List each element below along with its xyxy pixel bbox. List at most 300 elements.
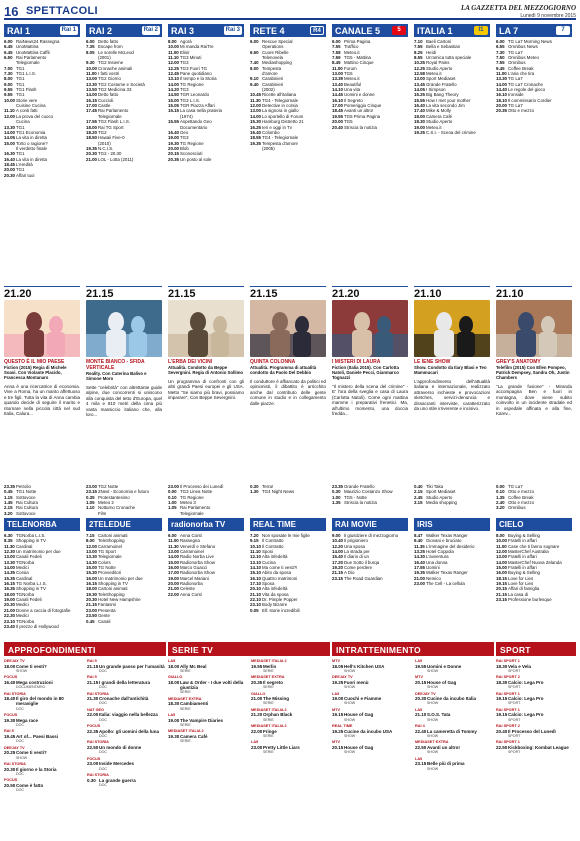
- airtime: 20.00: [496, 103, 507, 109]
- schedule-row[interactable]: [86, 619, 162, 624]
- program-title: Bella e Sebastian: [426, 44, 461, 50]
- program-title: Telegiornale: [98, 554, 122, 560]
- channel-logo: Rai 2: [143, 27, 158, 33]
- airtime: 1.00: [332, 494, 341, 500]
- program-title: Telegiornale: [16, 60, 40, 66]
- airtime: 15.35: [4, 575, 15, 581]
- airtime: 8.45: [332, 60, 341, 66]
- airtime: 14.00: [496, 559, 507, 565]
- schedule-row[interactable]: [4, 173, 80, 178]
- listing-entry[interactable]: [415, 675, 494, 689]
- airtime: 23.35: [4, 484, 15, 489]
- airtime: 0.30: [87, 777, 96, 783]
- listing-channel: DEEJAY TV: [4, 745, 25, 750]
- listing-entry[interactable]: [496, 675, 576, 689]
- listing-entry[interactable]: [251, 724, 330, 738]
- program-title: TGNorba: [16, 591, 35, 597]
- regional-header[interactable]: [250, 518, 326, 531]
- listing-entry[interactable]: [332, 724, 411, 738]
- primetime-card[interactable]: [414, 286, 490, 411]
- schedule-row[interactable]: [332, 125, 408, 130]
- primetime-time: 21.20: [332, 286, 408, 300]
- listing-genre: SHOW: [427, 685, 439, 690]
- airtime: 20.30: [4, 602, 15, 608]
- program-title: Il giorno e la Storia: [16, 766, 57, 772]
- airtime: 12.00: [86, 543, 97, 549]
- program-title: Fratelli in affari: [508, 538, 537, 544]
- airtime: 19.00: [332, 696, 344, 702]
- channel-name: RAI 1: [7, 26, 31, 36]
- listing-channel: MEDIASET ITALIA 2: [251, 724, 287, 729]
- airtime: 19.35: [86, 145, 97, 151]
- listing-entry[interactable]: [332, 708, 411, 722]
- program-title: N.C.I.S.: [98, 145, 114, 151]
- listing-line: [4, 750, 83, 755]
- schedule-row[interactable]: [332, 576, 408, 581]
- program-title: Ally Mc Beal: [180, 663, 207, 669]
- listing-entry[interactable]: [4, 762, 83, 776]
- program-title: Uomini: [426, 565, 440, 571]
- listing-entry[interactable]: [415, 740, 494, 754]
- airtime: 8.47: [414, 533, 423, 538]
- program-title: Rai Parlamento: [98, 108, 129, 114]
- program-title: Le sorelle McLeod: [98, 49, 134, 55]
- program-title: C.S.I. - Scena del crimine: [426, 129, 476, 135]
- channel-header[interactable]: [4, 24, 80, 37]
- listing-entry[interactable]: [251, 740, 330, 754]
- listing-entry[interactable]: [251, 659, 330, 673]
- listing-channel: RAI 5: [87, 659, 97, 663]
- program-title: Cardinal: [16, 543, 33, 549]
- airtime: 15.00: [168, 559, 179, 565]
- listing-entry[interactable]: [4, 746, 83, 760]
- listing-entry[interactable]: [168, 675, 247, 695]
- airtime: 0.35: [86, 494, 95, 500]
- airtime: 17.00: [168, 570, 179, 576]
- program-title: Meteo 3: [180, 500, 196, 506]
- channel-column: [4, 24, 80, 178]
- program-title: Affari tuoi: [16, 172, 35, 178]
- airtime: 20.00: [168, 145, 179, 151]
- airtime: 18.30: [414, 119, 425, 125]
- airtime: 19.25: [332, 728, 344, 734]
- program-title: Calcio: Lega Pro: [508, 696, 544, 702]
- listing-entry[interactable]: [87, 740, 166, 754]
- listing-line: [87, 712, 166, 717]
- schedule-row[interactable]: [496, 108, 572, 113]
- program-name: L'ERBA DEI VICINI: [168, 359, 213, 365]
- listing-entry[interactable]: [496, 708, 576, 722]
- regional-header[interactable]: [86, 518, 162, 531]
- schedule-row[interactable]: [4, 511, 80, 516]
- channel-logo: Rai 3: [225, 27, 240, 33]
- regional-header[interactable]: [4, 518, 80, 531]
- primetime-card[interactable]: [4, 286, 80, 416]
- program-title: Professione burlesque: [508, 597, 552, 603]
- program-title: Il prezzo di Hollywood: [16, 623, 59, 629]
- program-title: TG1: [16, 65, 25, 71]
- airtime: 20.30: [415, 696, 427, 702]
- airtime: 6.00: [332, 39, 341, 44]
- primetime-card[interactable]: [168, 286, 244, 401]
- program-photo: [86, 300, 162, 357]
- airtime: 23.50: [86, 613, 97, 619]
- schedule-row[interactable]: [86, 157, 162, 162]
- airtime: 11.00: [168, 538, 179, 544]
- listing-channel: MTV: [415, 675, 424, 680]
- program-title: Coffee Break: [508, 494, 534, 500]
- program-title: Colors: [98, 559, 111, 565]
- program-title: Carabinieri: [262, 81, 284, 87]
- airtime: 17.55: [414, 565, 425, 571]
- program-title: Mediashopping: [262, 60, 292, 66]
- program-title: House of Gag: [427, 679, 457, 685]
- schedule-row[interactable]: [414, 130, 490, 135]
- schedule-row[interactable]: [168, 157, 244, 162]
- program-title: Telegiornale: [98, 113, 122, 119]
- airtime: 23.15: [86, 489, 97, 495]
- listing-genre: DOC: [99, 782, 107, 787]
- airtime: 9.00: [332, 533, 341, 538]
- airtime: 1.30: [250, 489, 259, 495]
- schedule-row[interactable]: [332, 500, 408, 505]
- program-title: Fringe: [263, 728, 277, 734]
- program-title: Canali: [98, 618, 111, 624]
- airtime: 1.35: [496, 494, 505, 500]
- schedule-row[interactable]: [168, 592, 244, 597]
- program-title: How I met your mother: [426, 97, 471, 103]
- regional-header[interactable]: [168, 518, 244, 531]
- program-title: Nemico: [426, 575, 441, 581]
- primetime-time: 21.20: [4, 286, 80, 300]
- listing-entry[interactable]: [4, 659, 83, 673]
- program-title: La prova del cuoco: [16, 113, 54, 119]
- listing-entry[interactable]: [251, 675, 330, 689]
- airtime: 20.10: [250, 586, 261, 592]
- airtime: 19.30: [4, 717, 16, 723]
- category-column: [415, 659, 494, 773]
- program-title: Elisir: [180, 49, 190, 55]
- primetime-card[interactable]: [86, 286, 162, 417]
- listing-line: [87, 761, 166, 766]
- channel-name: RAI 3: [171, 26, 195, 36]
- program-title: Fratelli in affari: [508, 554, 537, 560]
- listing-entry[interactable]: [251, 708, 330, 722]
- airtime: 16.00: [168, 565, 179, 571]
- program-title: Il tempo e la Storia: [180, 76, 217, 82]
- airtime: 13.00: [496, 554, 507, 560]
- program-title: Mega race: [16, 717, 39, 723]
- airtime: 18.45: [4, 161, 15, 167]
- listing-entry[interactable]: [332, 740, 411, 754]
- schedule-row[interactable]: [86, 511, 162, 516]
- program-title: Sport Mediaset: [426, 76, 456, 82]
- airtime: 14.20: [168, 87, 179, 93]
- schedule-row[interactable]: [168, 511, 244, 516]
- program-title: Operations: [262, 44, 284, 50]
- airtime: 0.30: [332, 489, 341, 495]
- schedule-list: [86, 37, 162, 162]
- program-title: Vita da sposa: [262, 591, 289, 597]
- listing-line: [332, 712, 411, 717]
- regional-header[interactable]: [496, 518, 572, 531]
- program-title: Ironside: [508, 92, 524, 98]
- airtime: 12.25: [168, 65, 179, 71]
- airtime: 7.30: [4, 71, 13, 77]
- program-title: TG5 - Mattina: [344, 55, 371, 61]
- airtime: 8.35: [4, 538, 13, 544]
- airtime: 6.50: [250, 49, 259, 55]
- airtime: 19.45: [4, 734, 16, 740]
- section-title: SPETTACOLI: [26, 5, 98, 17]
- program-title: Cartoni animati: [98, 533, 128, 538]
- channel-name: 2TELEDUE: [89, 520, 131, 529]
- channel-header[interactable]: [86, 24, 162, 37]
- listing-entry[interactable]: [415, 708, 494, 722]
- airtime: 16.10: [250, 575, 261, 581]
- airtime: 13.00: [4, 554, 15, 560]
- schedule-row[interactable]: [250, 146, 326, 151]
- listing-entry[interactable]: [168, 697, 247, 711]
- program-title: (2002): [262, 87, 275, 93]
- airtime: 16.40: [168, 129, 179, 135]
- schedule-row[interactable]: [496, 505, 572, 510]
- program-title: The Cell - La cellula: [426, 581, 465, 587]
- airtime: 23.15: [332, 575, 343, 581]
- schedule-row[interactable]: [414, 581, 490, 586]
- channel-logo: 7: [556, 26, 570, 35]
- channel-header[interactable]: [168, 24, 244, 37]
- program-title: L'avventura: [426, 554, 449, 560]
- listing-genre: SHOW: [16, 668, 28, 673]
- channel-header[interactable]: [414, 24, 490, 37]
- primetime-card[interactable]: [496, 286, 572, 416]
- airtime: 12.25: [414, 65, 425, 71]
- listing-entry[interactable]: [168, 713, 247, 727]
- listing-channel: RAI STORIA: [87, 740, 109, 745]
- program-title: Venerdì e Stefano: [180, 543, 216, 549]
- listing-entry[interactable]: [168, 659, 247, 673]
- airtime: 14.00: [496, 81, 507, 87]
- airtime: 12.58: [414, 71, 425, 77]
- airtime: 18.00: [4, 591, 15, 597]
- program-title: MasterChef Nuova Zelanda: [508, 559, 562, 565]
- airtime: 14.00: [86, 92, 97, 98]
- program-title: Rai TG Sport: [98, 124, 124, 130]
- listing-entry[interactable]: [4, 713, 83, 727]
- airtime: 14.00: [168, 81, 179, 87]
- program-title: Shopping in TV: [16, 538, 46, 544]
- channel-header[interactable]: [496, 24, 572, 37]
- airtime: 23.00: [168, 484, 179, 489]
- program-title: Canali Fedeli: [16, 554, 42, 560]
- channel-header[interactable]: [332, 24, 408, 37]
- listing-entry[interactable]: [87, 757, 166, 771]
- program-synopsis: L'approfondimento dell'attualità italiana e internazionale, realizzato attraverso inchieste e provocazioni sketches, servizi-denuncia e dissacranti interviste, caratterizzato da uno stile irriverente e incisivo.: [414, 379, 490, 412]
- program-title: La casa di: [508, 591, 529, 597]
- listing-entry[interactable]: [4, 729, 83, 743]
- program-title: Sposa: [262, 581, 275, 587]
- program-title: Ma come ti vesti?!: [262, 565, 298, 571]
- listing-entry[interactable]: [4, 675, 83, 689]
- schedule-row[interactable]: [496, 597, 572, 602]
- program-title: Camera Café: [426, 113, 453, 119]
- schedule-list: [86, 531, 162, 624]
- listing-entry[interactable]: [496, 692, 576, 706]
- listing-channel: FOCUS: [4, 778, 18, 783]
- airtime: 18.00: [414, 113, 425, 119]
- airtime: 20.30: [86, 151, 97, 157]
- listing-entry[interactable]: [251, 692, 330, 706]
- listing-entry[interactable]: [87, 675, 166, 689]
- airtime: 16.40: [414, 559, 425, 565]
- airtime: 6.30: [4, 533, 13, 538]
- listing-entry[interactable]: [4, 778, 83, 792]
- airtime: 19.15: [496, 696, 508, 702]
- program-title: S.O.S. Tata: [427, 712, 451, 718]
- listing-channel: RAI SPORT 1: [496, 659, 520, 663]
- schedule-row[interactable]: [250, 489, 326, 494]
- listing-channel: GIALLO: [168, 675, 183, 680]
- airtime: 10.25: [414, 60, 425, 66]
- listing-entry[interactable]: [87, 692, 166, 706]
- program-title: TG5: [344, 119, 353, 125]
- program-title: Donne a caccia di fotografie: [16, 607, 71, 613]
- listing-entry[interactable]: [87, 708, 166, 722]
- program-title: Cuochi e Fiamme: [344, 696, 382, 702]
- airtime: 6.45: [4, 44, 13, 50]
- listing-entry[interactable]: [415, 757, 494, 771]
- program-title: L'aria che tira: [508, 71, 535, 77]
- program-title: La vita secondo Jim: [426, 103, 465, 109]
- program-title: Il prigioniero: [344, 538, 368, 544]
- program-title: Medici: [16, 565, 29, 571]
- primetime-card[interactable]: [332, 286, 408, 416]
- channel-header[interactable]: [250, 24, 326, 37]
- program-photo: [250, 300, 326, 357]
- listing-entry[interactable]: [87, 659, 166, 673]
- airtime: 13.45: [414, 81, 425, 87]
- regional-header[interactable]: [414, 518, 490, 531]
- schedule-row[interactable]: [4, 624, 80, 629]
- program-title: TG2: [98, 129, 107, 135]
- airtime: [250, 146, 262, 151]
- airtime: 1.00: [168, 500, 177, 506]
- listing-channel: REAL TIME: [332, 724, 353, 729]
- airtime: 23.00: [414, 581, 425, 587]
- listing-entry[interactable]: [4, 692, 83, 712]
- channel-name: LA 7: [499, 26, 519, 36]
- program-title: Un posto al sole: [180, 156, 212, 162]
- airtime: 2.15: [4, 505, 13, 511]
- listing-channel: MEDIASET EXTRA: [168, 696, 202, 701]
- program-title: Mega costruzioni: [16, 679, 53, 685]
- listing-channel: RAI SPORT 2: [496, 724, 520, 729]
- listing-entry[interactable]: [415, 692, 494, 706]
- regional-header[interactable]: [332, 518, 408, 531]
- program-title: TG1 Flash: [16, 87, 37, 93]
- airtime: 13.00: [414, 76, 425, 82]
- program-title: TG2 Giorno: [98, 76, 121, 82]
- listing-genre: DOC: [99, 701, 107, 706]
- airtime: 14.50: [168, 92, 179, 98]
- program-title: La strada per: [344, 549, 370, 555]
- listing-entry[interactable]: [168, 729, 247, 743]
- program-title: TGNorba: [16, 559, 35, 565]
- schedule-row[interactable]: [250, 608, 326, 613]
- listing-entry[interactable]: [332, 675, 411, 689]
- airtime: 18.00: [86, 124, 97, 130]
- schedule-list: [250, 531, 326, 613]
- airtime: 13.10: [250, 559, 261, 565]
- listing-channel: DEEJAY TV: [332, 675, 353, 680]
- airtime: 16.15: [86, 97, 97, 103]
- program-synopsis: "La grande fusione" - Miranda accompagna Ben e fuori in montagna, dove viene subito coinvolto in un incidente stradale ed in ospedale affinata e alla fine, Karev...: [496, 384, 572, 417]
- airtime: 19.55: [332, 113, 343, 119]
- airtime: 6.45: [4, 49, 13, 55]
- listing-entry[interactable]: [87, 773, 166, 787]
- listing-entry[interactable]: [415, 724, 494, 738]
- listing-entry[interactable]: [87, 724, 166, 738]
- program-title: Uomini e donne: [344, 92, 375, 98]
- listing-line: [251, 712, 330, 717]
- program-title: TG1: [16, 81, 25, 87]
- program-title: Non sposate le mie figlie: [262, 533, 310, 538]
- program-title: I grandi della letteratura: [99, 679, 151, 685]
- listing-entry[interactable]: [496, 724, 576, 738]
- listing-entry[interactable]: [332, 692, 411, 706]
- listing-entry[interactable]: [332, 659, 411, 673]
- program-title: Fratelli in affari: [508, 565, 537, 571]
- airtime: 11.00: [86, 71, 97, 77]
- program-title: Rescue Special: [262, 39, 293, 44]
- listing-entry[interactable]: [415, 659, 494, 673]
- schedule-list: [332, 37, 408, 130]
- airtime: 22.00: [168, 591, 179, 597]
- airtime: 18.30: [168, 701, 180, 707]
- program-title: Otto e mezzo: [508, 500, 535, 506]
- airtime: 20.35: [168, 156, 179, 162]
- airtime: 10.10: [250, 543, 261, 549]
- program-title: La vita in diretta: [16, 135, 47, 141]
- category-header: INTRATTENIMENTO: [332, 642, 494, 656]
- schedule-row[interactable]: [414, 500, 490, 505]
- airtime: 8.05: [86, 49, 95, 55]
- program-title: Storie vere: [16, 97, 38, 103]
- listing-entry[interactable]: [496, 740, 576, 754]
- airtime: 7.55: [496, 60, 505, 66]
- airtime: 15.00: [86, 565, 97, 571]
- program-title: Un'amica tutta speciale: [426, 55, 472, 61]
- airtime: 11.00: [168, 49, 179, 55]
- late-column: [250, 484, 326, 495]
- airtime: 2.40: [496, 500, 505, 506]
- airtime: 18.30: [496, 663, 508, 669]
- regional-column: [414, 518, 490, 586]
- airtime: 6.00: [250, 39, 259, 44]
- airtime: 9.55: [4, 92, 13, 98]
- airtime: 20.00: [168, 581, 179, 587]
- program-title: La casa nella prateria: [180, 108, 222, 114]
- airtime: 16.00: [496, 570, 507, 576]
- listing-entry[interactable]: [496, 659, 576, 673]
- airtime: 19.20: [332, 565, 343, 571]
- program-title: Il Processo del Lunedì: [508, 728, 556, 734]
- program-title: Rai Parlamento: [16, 55, 47, 61]
- primetime-card[interactable]: [250, 286, 326, 406]
- category-column: [4, 659, 83, 795]
- program-title: Buying & Selling: [508, 533, 540, 538]
